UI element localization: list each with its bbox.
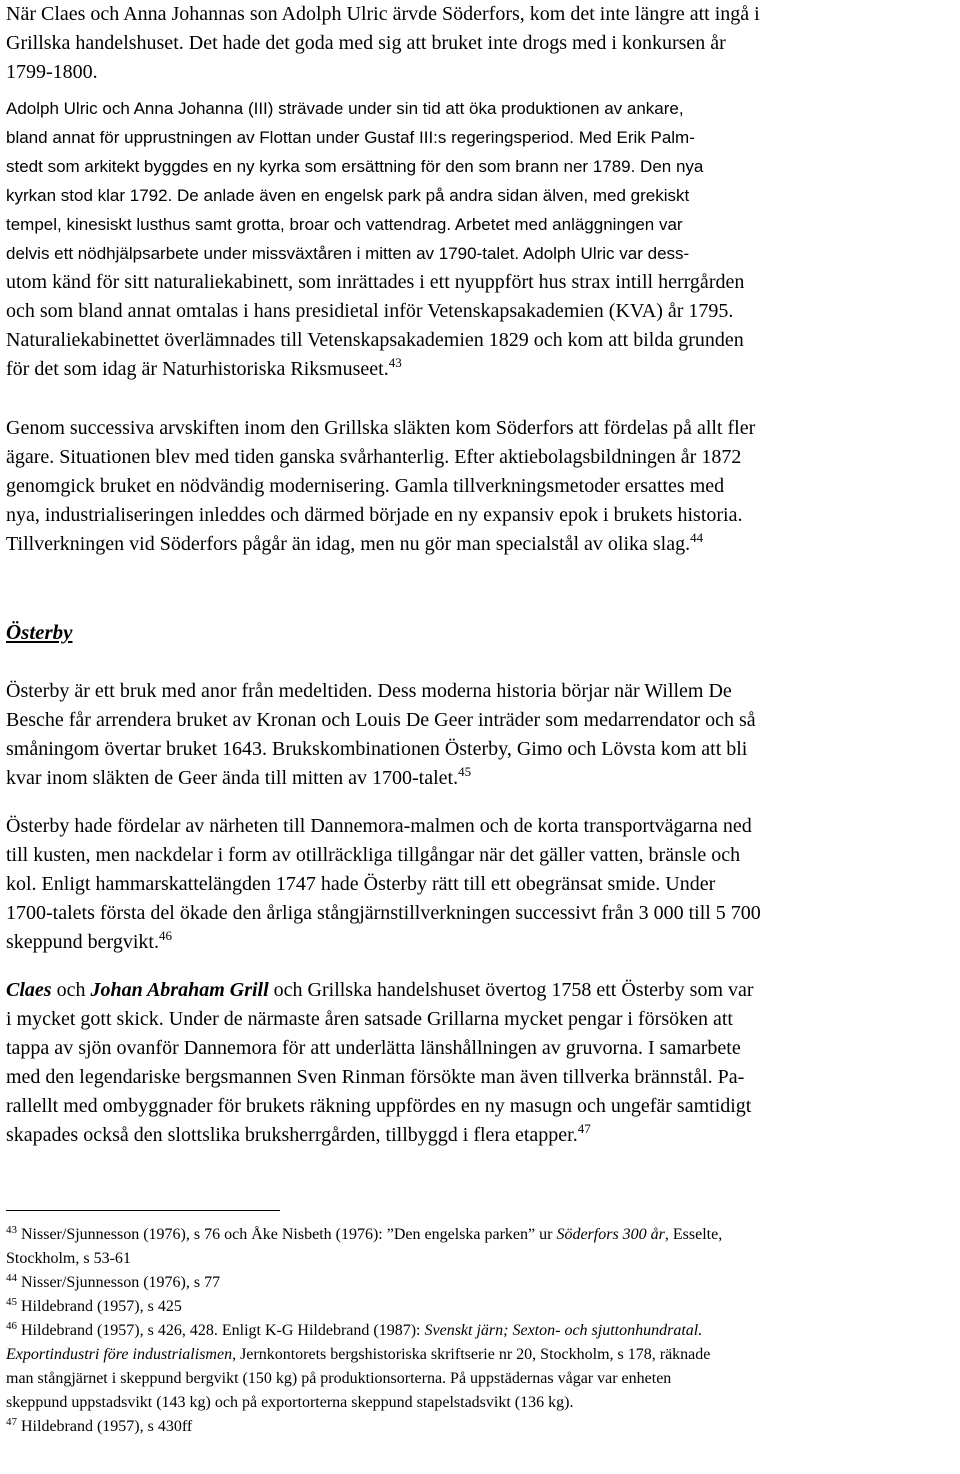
text-line — [6, 355, 744, 384]
text-line — [6, 530, 755, 559]
paragraph-6 — [6, 976, 754, 1150]
paragraph-3 — [6, 414, 755, 559]
text-line: med den legendariske bergsmannen Sven Rinman försökte man även tillverka brännstål. Pa- — [6, 1066, 745, 1088]
footnote-ref[interactable]: 44 — [690, 530, 704, 545]
text-segment: och Grillska handelshuset övertog 1758 ett Österby som var — [268, 979, 754, 1001]
text-line — [6, 1121, 754, 1150]
paragraph-1 — [6, 0, 760, 87]
footnote-46-line-4: skeppund uppstadsvikt (143 kg) och på exportorterna skeppund stapelstadsvikt (136 kg). — [6, 1394, 574, 1411]
text-line: ägare. Situationen blev med tiden ganska svårhanterlig. Efter aktiebolagsbildningen år 1872 — [6, 446, 742, 468]
footnote-number: 47 — [6, 1416, 17, 1428]
text-segment: skeppund bergvikt. — [6, 931, 159, 953]
section-heading — [6, 618, 73, 647]
text-line: nya, industrialiseringen inleddes och därmed började en ny expansiv epok i brukets historia. — [6, 504, 743, 526]
footnote-text: Hildebrand (1957), s 430ff — [17, 1418, 193, 1435]
text-line: till kusten, men nackdelar i form av otillräckliga tillgångar när det gäller vatten, bränsle och — [6, 844, 741, 866]
footnote-text: Hildebrand (1957), s 426, 428. Enligt K-G Hildebrand (1987): — [17, 1322, 425, 1339]
footnote-text: Hildebrand (1957), s 425 — [17, 1298, 182, 1315]
footnote-43-line-2: Stockholm, s 53-61 — [6, 1250, 131, 1267]
footnote-text: , Jernkontorets bergshistoriska skriftserie nr 20, Stockholm, s 178, räknade — [232, 1346, 711, 1363]
footnote-number: 45 — [6, 1296, 17, 1308]
footnote-title: Exportindustri före industrialismen — [6, 1346, 233, 1363]
text-line: utom känd för sitt naturaliekabinett, som inrättades i ett nyuppfört hus strax intill herrgården — [6, 271, 745, 293]
text-line: stedt som arkitekt byggdes en ny kyrka som ersättning för den som brann ner 1789. Den nya — [6, 157, 704, 176]
text-segment: skapades också den slottslika bruksherrgården, tillbyggd i flera etapper. — [6, 1124, 578, 1146]
text-line: 1799-1800. — [6, 61, 98, 83]
footnote-title: Söderfors 300 år — [556, 1226, 665, 1243]
footnote-45 — [6, 1295, 956, 1319]
person-name: Johan Abraham Grill — [90, 979, 269, 1001]
footnote-43 — [6, 1223, 956, 1247]
text-line: och som bland annat omtalas i hans presidietal inför Vetenskapsakademien (KVA) år 1795. — [6, 300, 734, 322]
text-line: kyrkan stod klar 1792. De anlade även en engelsk park på andra sidan älven, med grekiskt — [6, 186, 690, 205]
text-line: genomgick bruket en nödvändig modernisering. Gamla tillverkningsmetoder ersattes med — [6, 475, 725, 497]
footnote-number: 46 — [6, 1320, 17, 1332]
text-line: Grillska handelshuset. Det hade det goda med sig att bruket inte drogs med i konkursen år — [6, 32, 726, 54]
footnote-ref[interactable]: 46 — [158, 928, 172, 943]
text-line: kol. Enligt hammarskattelängden 1747 hade Österby rätt till ett obegränsat smide. Under — [6, 873, 716, 895]
text-line: Österby är ett bruk med anor från medeltiden. Dess moderna historia börjar när Willem De — [6, 680, 732, 702]
text-line: Österby hade fördelar av närheten till Dannemora-malmen och de korta transportvägarna ned — [6, 815, 752, 837]
text-line: 1700-talets första del ökade den årliga stångjärnstillverkningen successivt från 3 000 till 5 700 — [6, 902, 761, 924]
footnote-ref[interactable]: 45 — [458, 764, 472, 779]
text-segment: Tillverkningen vid Söderfors pågår än idag, men nu gör man specialstål av olika slag. — [6, 533, 691, 555]
footnote-text: Nisser/Sjunnesson (1976), s 76 och Åke Nisbeth (1976): ”Den engelska parken” ur — [17, 1226, 557, 1243]
footnote-text: Nisser/Sjunnesson (1976), s 77 — [17, 1274, 221, 1291]
footnote-46-line-3: man stångjärnet i skeppund bergvikt (150 kg) på produktionsorterna. På uppstädernas vågar var enheten — [6, 1370, 672, 1387]
footnote-46-line-2 — [6, 1343, 956, 1367]
text-line: i mycket gott skick. Under de närmaste åren satsade Grillarna mycket pengar i försöken att — [6, 1008, 733, 1030]
text-line: Genom successiva arvskiften inom den Grillska släkten kom Söderfors att fördelas på allt fler — [6, 417, 756, 439]
footnote-46 — [6, 1319, 956, 1343]
text-line: När Claes och Anna Johannas son Adolph Ulric ärvde Söderfors, kom det inte längre att ingå i — [6, 3, 760, 25]
text-line: småningom övertar bruket 1643. Brukskombinationen Österby, Gimo och Lövsta kom att bli — [6, 738, 748, 760]
text-segment: kvar inom släkten de Geer ända till mitten av 1700-talet. — [6, 767, 459, 789]
text-segment: för det som idag är Naturhistoriska Riksmuseet. — [6, 358, 389, 380]
footnote-title: Svenskt järn; Sexton- och sjuttonhundratal. — [424, 1322, 703, 1339]
text-line: tappa av sjön ovanför Dannemora för att underlätta länshållningen av gruvorna. I samarbete — [6, 1037, 741, 1059]
footnote-47 — [6, 1415, 956, 1439]
text-line: delvis ett nödhjälpsarbete under missväxtåren i mitten av 1790-talet. Adolph Ulric var dess- — [6, 244, 690, 263]
text-line: tempel, kinesiskt lusthus samt grotta, broar och vattendrag. Arbetet med anläggningen var — [6, 215, 683, 234]
footnote-number: 43 — [6, 1224, 17, 1236]
paragraph-5 — [6, 812, 761, 957]
footnote-divider — [6, 1210, 280, 1211]
paragraph-2 — [6, 94, 744, 384]
text-line — [6, 928, 761, 957]
text-line: Naturaliekabinettet överlämnades till Vetenskapsakademien 1829 och kom att bilda grunden — [6, 329, 744, 351]
text-segment: och — [51, 979, 91, 1001]
footnote-ref[interactable]: 47 — [577, 1121, 591, 1136]
footnotes — [6, 1210, 956, 1439]
text-line: Adolph Ulric och Anna Johanna (III) strävade under sin tid att öka produktionen av ankare, — [6, 99, 684, 118]
text-line — [6, 764, 756, 793]
footnote-number: 44 — [6, 1272, 17, 1284]
footnote-44 — [6, 1271, 956, 1295]
text-line: bland annat för upprustningen av Flottan under Gustaf III:s regeringsperiod. Med Erik Palm- — [6, 128, 695, 147]
heading-osterby: Österby — [6, 620, 73, 644]
text-line — [6, 976, 754, 1005]
person-name: Claes — [6, 979, 52, 1001]
footnote-text: , Esselte, — [664, 1226, 723, 1243]
text-line: Besche får arrendera bruket av Kronan och Louis De Geer inträder som medarrendator och så — [6, 709, 756, 731]
paragraph-4 — [6, 677, 756, 793]
footnote-ref[interactable]: 43 — [388, 355, 402, 370]
text-line: rallellt med ombyggnader för brukets räkning uppfördes en ny masugn och ungefär samtidigt — [6, 1095, 752, 1117]
